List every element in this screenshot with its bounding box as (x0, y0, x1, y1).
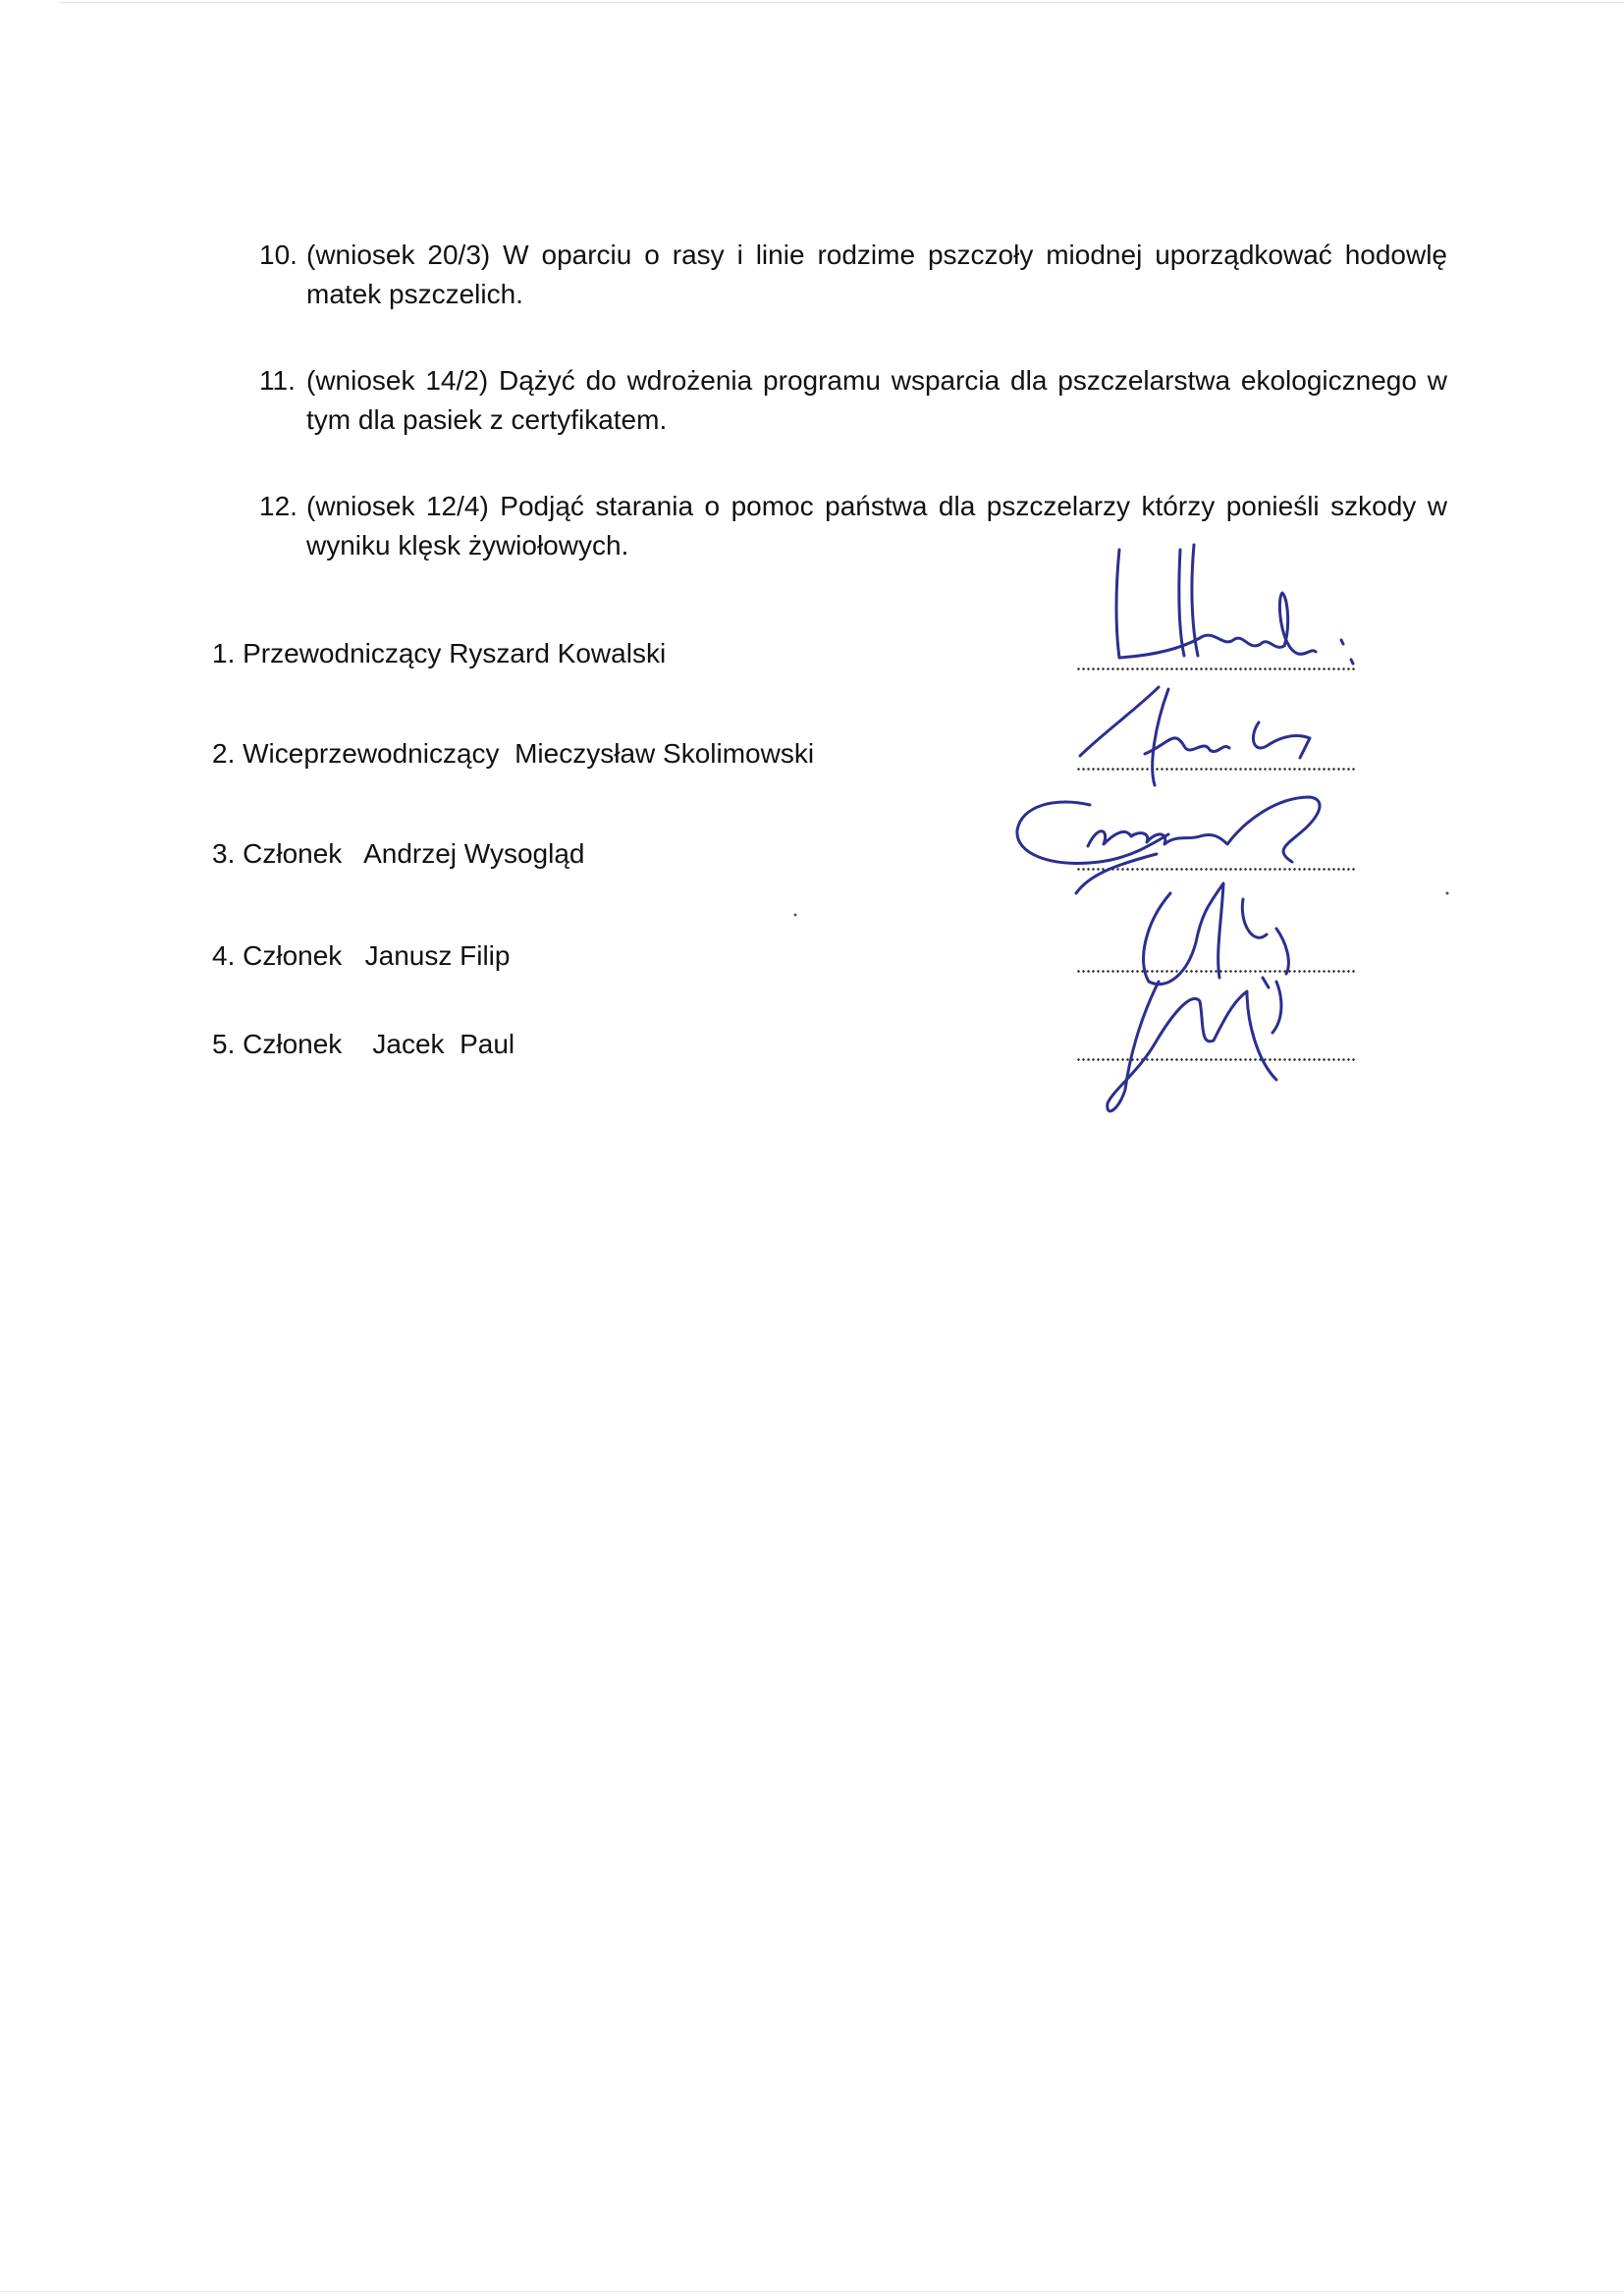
signatory-label: 3. Członek Andrzej Wysogląd (212, 838, 585, 869)
resolution-text: (wniosek 20/3) W oparciu o rasy i linie rodzime pszczoły miodnej uporządkować hodowlę matek pszczelich. (306, 240, 1447, 309)
scan-speck (1446, 892, 1449, 895)
signatory-label: 4. Członek Janusz Filip (212, 940, 511, 971)
resolution-number: 10. (259, 240, 298, 270)
scan-edge-bottom (0, 2291, 1624, 2292)
signatory-label: 5. Członek Jacek Paul (212, 1029, 515, 1059)
resolution-text: (wniosek 12/4) Podjąć starania o pomoc państwa dla pszczelarzy którzy ponieśli szkody w wyniku klęsk żywiołowych. (306, 491, 1447, 561)
signatory-label: 1. Przewodniczący Ryszard Kowalski (212, 638, 667, 668)
signatory-label: 2. Wiceprzewodniczący Mieczysław Skolimowski (212, 738, 815, 769)
scan-speck (794, 914, 797, 917)
resolution-number: 11. (259, 365, 296, 396)
resolution-text: (wniosek 14/2) Dążyć do wdrożenia programu wsparcia dla pszczelarstwa ekologicznego w tym dla pasiek z certyfikatem. (306, 365, 1447, 435)
resolution-number: 12. (259, 491, 298, 521)
